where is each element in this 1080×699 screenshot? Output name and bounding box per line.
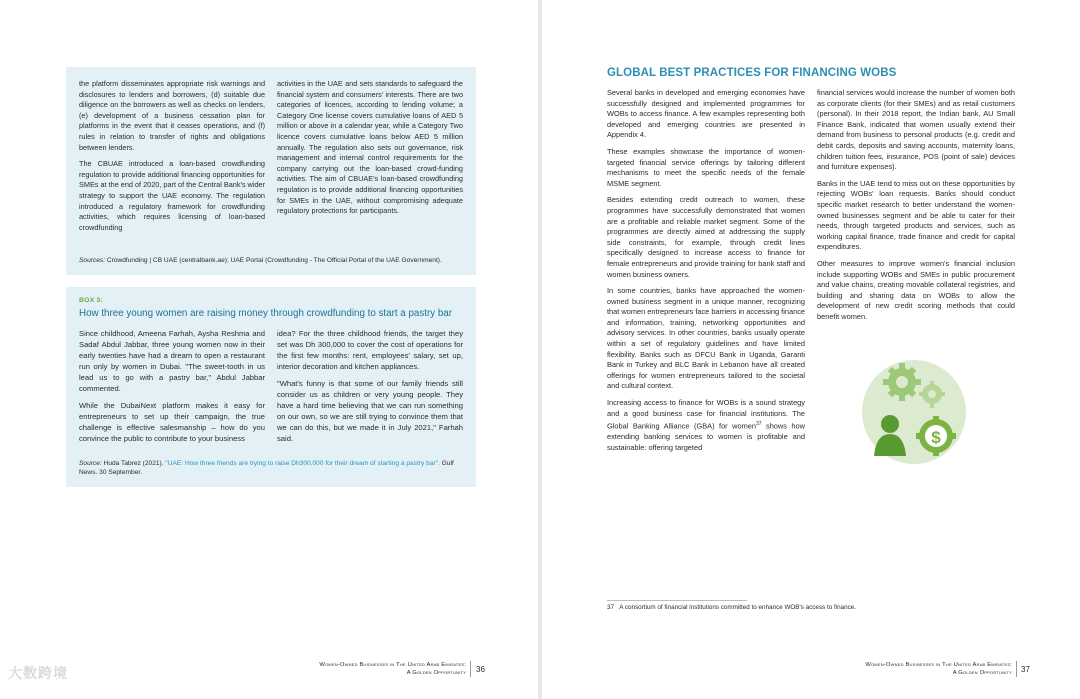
paragraph: idea? For the three childhood friends, the target they set was Dh 300,000 to cover the cost of operations for the first few months: rent, employees' salary, set up, interior decoration and kitchen appliances.	[277, 329, 463, 371]
watermark: 大数跨境	[8, 665, 68, 681]
person-gears-dollar-icon	[860, 354, 972, 466]
footer-divider	[470, 661, 471, 677]
section-heading: GLOBAL BEST PRACTICES FOR FINANCING WOBS	[607, 67, 897, 79]
text-run: Increasing access to finance for WOBs is a sound strategy and a good business case for financial institutions. The Global Banking Alliance (GBA) for women	[607, 398, 805, 431]
paragraph: These examples showcase the importance of women-targeted financial service offerings by tailoring different mechanisms to meet the specific needs of the female MSME segment.	[607, 146, 805, 188]
paragraph: Several banks in developed and emerging economies have successfully designed and implemented programmes for WOBs to access finance. A few examples representing both developed and emerging countries are presented in Appendix 4.	[607, 88, 805, 140]
paragraph: In some countries, banks have approached the women-owned business segment in a unique manner, recognizing that women entrepreneurs face barriers in accessing finance and information, training, networking opportunities and advisory services. In other countries, banks usually operate within a set of regulatory guidelines and have limited flexibility. Banks such as DFCU Bank in Uganda, Garanti Bank in Turkey and BLC Bank in Lebanon have all created offerings for women entrepreneurs tailored to the societal and cultural context.	[607, 286, 806, 391]
source-text: Huda Tabrez (2021).	[101, 460, 166, 467]
footnote-ref[interactable]: 37	[755, 421, 762, 428]
footer-subtitle: A Golden Opportunity	[952, 670, 1012, 676]
sidebox-regulation	[66, 67, 476, 275]
source-link[interactable]: "UAE: How three friends are trying to raise Dh300,000 for their dream of starting a pastry bar".	[165, 460, 440, 467]
footnote-number: 37	[607, 604, 615, 611]
sidebox-col-2	[277, 79, 463, 239]
sidebox-columns	[79, 79, 463, 239]
paragraph: financial services would increase the number of women both as corporate clients (for their SMEs) and as retail customers (personal). In their 2018 report, the Indian bank, AU Small Finance Bank, indicated that women usually extend their demand from business to personal products (e.g. credit and debit cards, deposits and saving accounts, maternity loans, children tuition fees, insurance, POS (point of sale) devices and furniture expenses).	[817, 88, 1015, 172]
box-title: How three young women are raising money through crowdfunding to start a pastry bar	[79, 308, 453, 319]
paragraph: While the DubaiNext platform makes it easy for entrepreneurs to set up their campaign, the true challenge is effective salesmanship – how do you convince the public to contribute to your business	[79, 401, 265, 443]
box-label: BOX 3:	[79, 297, 103, 304]
source-text: Gulf News. 30 September.	[79, 460, 454, 476]
page-footer	[226, 661, 466, 677]
svg-text:$: $	[931, 428, 941, 447]
footnote-divider	[607, 600, 747, 601]
paragraph: "What's funny is that some of our family friends still consider us as children or very young people. They have a hard time believing that we can run something on our own, so we are still trying to convince them that we can do this, but we made it in July 2021," Farhah said.	[277, 379, 463, 443]
source-label: Source:	[79, 460, 102, 467]
page-footer	[772, 661, 1012, 677]
sidebox-col-1	[79, 79, 265, 239]
paragraph: activities in the UAE and sets standards to safeguard the financial system and consumers' interests. There are two categories of licences, according to lending volume; a Category One license covers cumulative loans of AED 5 million or above in a calendar year, while a Category Two licence covers cumulative loans below AED 5 million annually. The regulation also sets out governance, risk management and internal control requirements for the company carrying out the loan-based crowd-funding activities. The aim of CBUAE's loan-based crowdfunding regulation is to provide additional financing opportunities for SMEs in the UAE, without compromising adequate regulatory protections for participants.	[277, 79, 463, 216]
paragraph	[607, 398, 805, 453]
paragraph: Other measures to improve women's financial inclusion include supporting WOBs and SMEs in public procurement and value chains, creating movable collateral registries, and building and sharing data on WOBs to allow the development of new credit scoring methods that could benefit women.	[817, 258, 1015, 321]
page-number: 36	[476, 665, 485, 674]
box3-col-1	[79, 328, 265, 450]
footer-title: Women-Owned Businesses in The United Arab Emirates:	[319, 662, 466, 668]
box3-source	[79, 459, 469, 477]
right-page	[542, 0, 1080, 699]
paragraph: Besides extending credit outreach to women, these programmes have successfully demonstrated that women are a profitable and reliable market segment. Some of the programmes are directly aimed at addressing the supply side constraints, for example, through credit lines specifically designed to increase access to finance for female entrepreneurs and provide training for bank staff and women business owners.	[607, 195, 805, 279]
page-number: 37	[1021, 665, 1030, 674]
paragraph: Banks in the UAE tend to miss out on these opportunities by rejecting WOBs' loan requests. Banks should conduct specific market research to better understand the women-owned businesses segment and be able to cater for their needs, through targeted products and services, such as working capital finance, trade finance and credit for capital expenditures.	[817, 178, 1015, 252]
paragraph: Since childhood, Ameena Farhah, Aysha Reshma and Sadaf Abdul Jabbar, three young women now in their early twenties have had a dream to open a restaurant run only by women in Dubai. "The sweet-tooth in us lead us to go with a pastry bar," Abdul Jabbar commented.	[79, 329, 265, 393]
footer-divider	[1016, 661, 1017, 677]
paragraph: the platform disseminates appropriate risk warnings and disclosures to lenders and borrowers, (d) suitable due diligence on the borrowers as well as checks on lenders, (e) development of a business cessation plan for platforms in the event that it ceases operations, and (f) rules in relation to transfer of rights and obligations between lenders.	[79, 79, 265, 152]
sidebox-source	[79, 256, 469, 265]
footer-subtitle: A Golden Opportunity	[406, 670, 466, 676]
right-col-1	[607, 88, 805, 459]
footnote	[607, 604, 856, 611]
footnote-text: A consortium of financial institutions committed to enhance WOB's access to finance.	[619, 604, 857, 611]
left-page	[0, 0, 538, 699]
source-text: Crowdfunding | CB UAE (centralbank.ae); UAE Portal (Crowdfunding - The Official Portal of the UAE Government).	[105, 257, 442, 264]
box3-col-2	[277, 328, 463, 450]
footer-title: Women-Owned Businesses in The United Arab Emirates:	[865, 662, 1012, 668]
box3-columns	[79, 328, 463, 450]
box-3	[66, 287, 476, 487]
paragraph: The CBUAE introduced a loan-based crowdfunding regulation to provide additional financing opportunities for SMEs at the end of 2020, part of the Central Bank's wider strategy to support the UAE economy. The regulation introduced a regulatory framework for crowdfunding activities, which requires licensing of loan-based crowdfunding	[79, 159, 265, 232]
source-label: Sources:	[79, 257, 106, 264]
text-run: shows how extending banking services to women is profitable and sustainable: offering targeted	[607, 421, 805, 452]
